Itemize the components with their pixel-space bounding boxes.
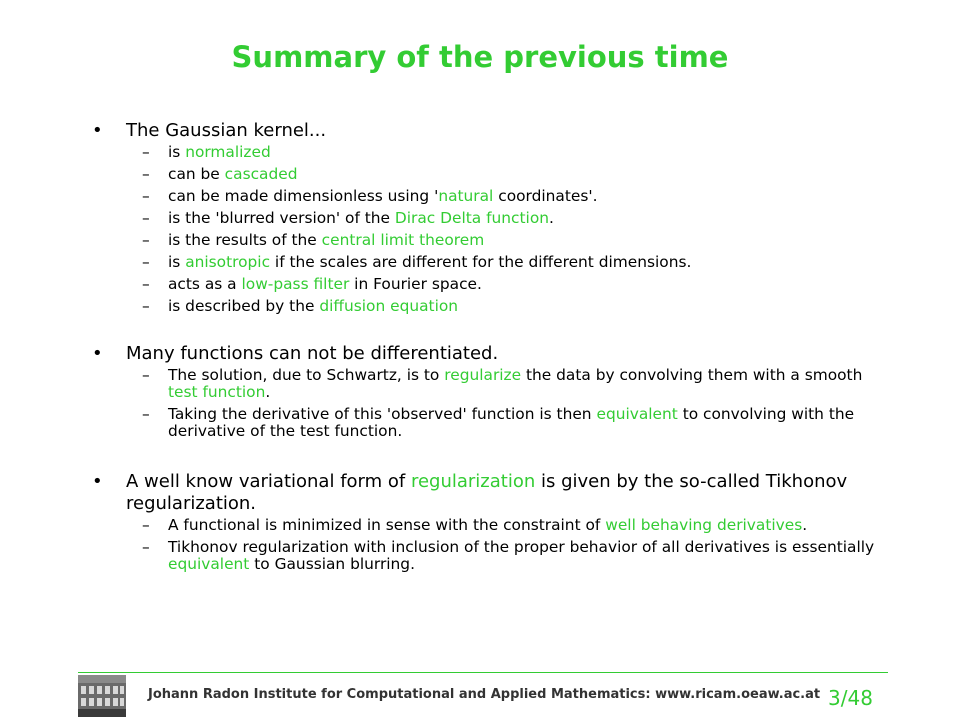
sub-item: – can be made dimensionless using 'natural coordinates'. (142, 187, 598, 205)
bullet-dot: • (92, 120, 103, 141)
dash: – (142, 538, 150, 556)
dash: – (142, 366, 150, 384)
sublist-gaussian-kernel (92, 144, 892, 315)
bullet-text: The Gaussian kernel... (126, 120, 327, 141)
sub-item: – is the 'blurred version' of the Dirac Delta function. (142, 209, 554, 227)
sublist-differentiation (92, 367, 892, 440)
sub-item: – The solution, due to Schwartz, is to regularize the data by convolving them with a smooth test function. (142, 366, 863, 401)
sub-item: – acts as a low-pass filter in Fourier space. (142, 275, 482, 293)
dash: – (142, 231, 150, 249)
dash: – (142, 209, 150, 227)
sub-item: – is the results of the central limit theorem (142, 231, 485, 249)
building-logo-icon (78, 675, 126, 717)
bullet-dot: • (92, 471, 103, 492)
sub-item: – A functional is minimized in sense with the constraint of well behaving derivatives. (142, 516, 808, 534)
dash: – (142, 165, 150, 183)
bullet-tikhonov: • A well know variational form of regularization is given by the so-called Tikhonov regularization. (92, 471, 848, 514)
dash: – (142, 516, 150, 534)
slide-title: Summary of the previous time (231, 40, 729, 74)
institute-logo (78, 675, 126, 717)
footer-divider (78, 672, 888, 673)
sub-item: – is normalized (142, 143, 271, 161)
bullet-dot: • (92, 343, 103, 364)
dash: – (142, 405, 150, 423)
dash: – (142, 275, 150, 293)
footer-institute-text: Johann Radon Institute for Computational and Applied Mathematics: www.ricam.oeaw.ac.at (148, 687, 821, 702)
sub-item: – Taking the derivative of this 'observed' function is then equivalent to convolving with the derivative of the test function. (142, 405, 855, 440)
sub-item: – is anisotropic if the scales are different for the different dimensions. (142, 253, 692, 271)
dash: – (142, 253, 150, 271)
sub-item: – can be cascaded (142, 165, 298, 183)
dash: – (142, 187, 150, 205)
sub-item: – is described by the diffusion equation (142, 297, 459, 315)
bullet-differentiation (92, 343, 892, 365)
page-number: 3/48 (828, 686, 873, 710)
bullet-text: Many functions can not be differentiated. (126, 343, 499, 364)
bullet-gaussian-kernel (92, 120, 892, 142)
sublist-tikhonov (92, 517, 892, 573)
dash: – (142, 297, 150, 315)
slide-content (92, 120, 892, 578)
dash: – (142, 143, 150, 161)
sub-item: – Tikhonov regularization with inclusion of the proper behavior of all derivatives is essentially equivalent to Gaussian blurring. (142, 538, 875, 573)
